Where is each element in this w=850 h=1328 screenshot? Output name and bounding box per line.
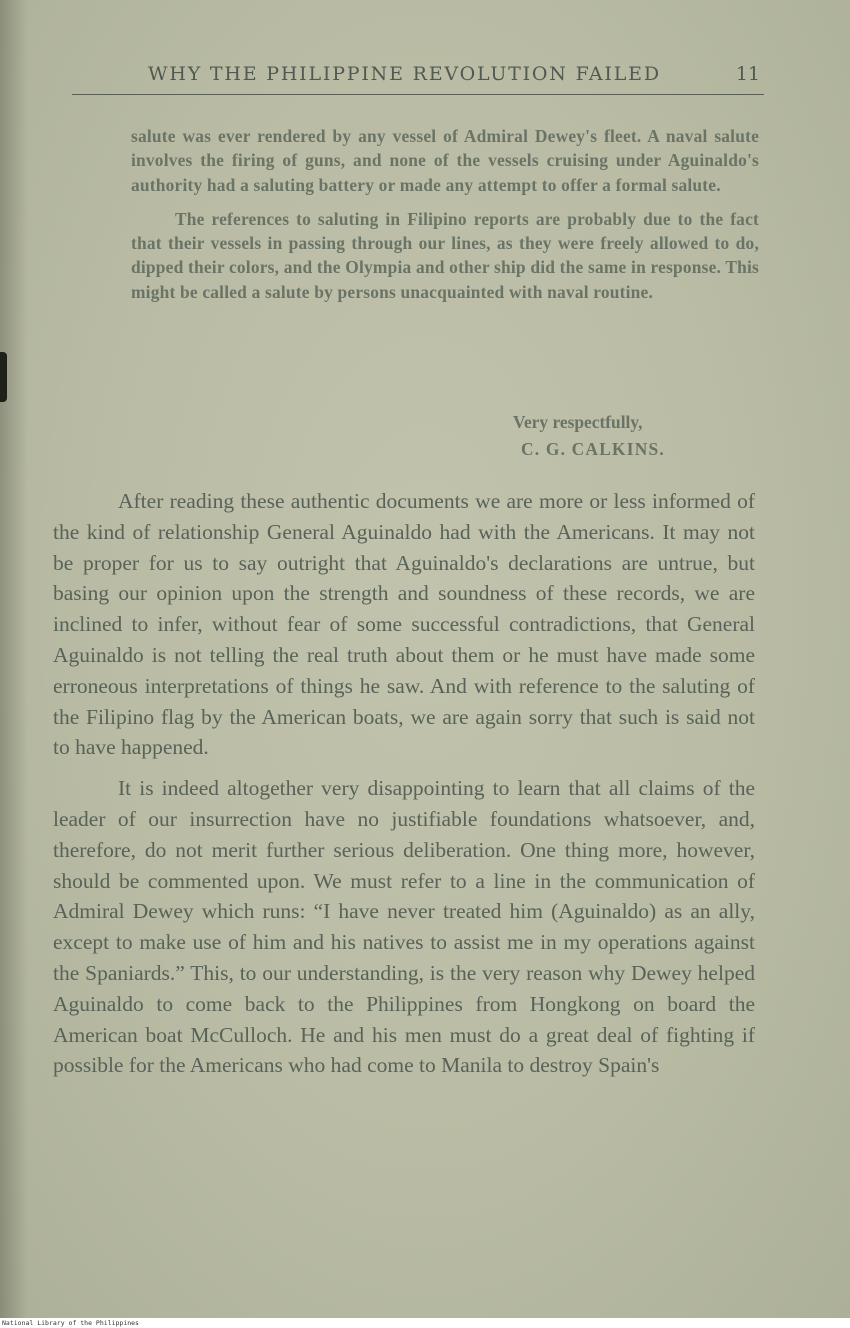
footer-credit: National Library of the Philippines <box>2 1319 139 1327</box>
binding-mark <box>0 352 7 402</box>
body-paragraph: It is indeed altogether very disappointing to learn that all claims of the leader of our insurrection have no justifiable foundations whatsoever, and, therefore, do not merit further serious deliberation. One thing more, however, should be commented upon. We must refer to a line in the communication of Admiral Dewey which runs: “I have never treated him (Aguinaldo) as an ally, except to make use of him and his natives to assist me in my operations against the Spaniards.” This, to our understanding, is the very reason why Dewey helped Aguinaldo to come back to the Philippines from Hongkong on board the American boat McCulloch. He and his men must do a great deal of fighting if possible for the Americans who had come to Manila to destroy Spain's <box>53 776 755 1078</box>
letter-paragraph: The references to saluting in Filipino reports are probably due to the fact that their vessels in passing through our lines, as they were freely allowed to do, dipped their colors, and the Olympia and other ship did the same in response. This might be called a salute by persons unacquainted with naval routine. <box>131 208 759 302</box>
letter-paragraph: salute was ever rendered by any vessel of Admiral Dewey's fleet. A naval salute involves the firing of guns, and none of the vessels cruising under Aguinaldo's authority had a saluting battery or made any attempt to offer a formal salute. <box>131 126 759 195</box>
closing-salutation: Very respectfully, <box>513 412 643 432</box>
page-number: 11 <box>735 63 760 85</box>
header-title: WHY THE PHILIPPINE REVOLUTION FAILED <box>148 63 661 85</box>
running-header <box>72 58 764 95</box>
quoted-letter <box>131 124 759 304</box>
binding-shadow <box>0 0 28 1318</box>
letter-closing <box>513 409 665 463</box>
body-text <box>53 486 755 1081</box>
letter-signature: C. G. CALKINS. <box>521 439 665 459</box>
body-paragraph: After reading these authentic documents we are more or less informed of the kind of relationship General Aguinaldo had with the Americans. It may not be proper for us to say outright that Aguinaldo's declarations are untrue, but basing our opinion upon the strength and soundness of these records, we are inclined to infer, without fear of some successful contradictions, that General Aguinaldo is not telling the real truth about them or he must have made some erroneous interpretations of things he saw. And with reference to the saluting of the Filipino flag by the American boats, we are again sorry that such is said not to have happened. <box>53 489 755 760</box>
